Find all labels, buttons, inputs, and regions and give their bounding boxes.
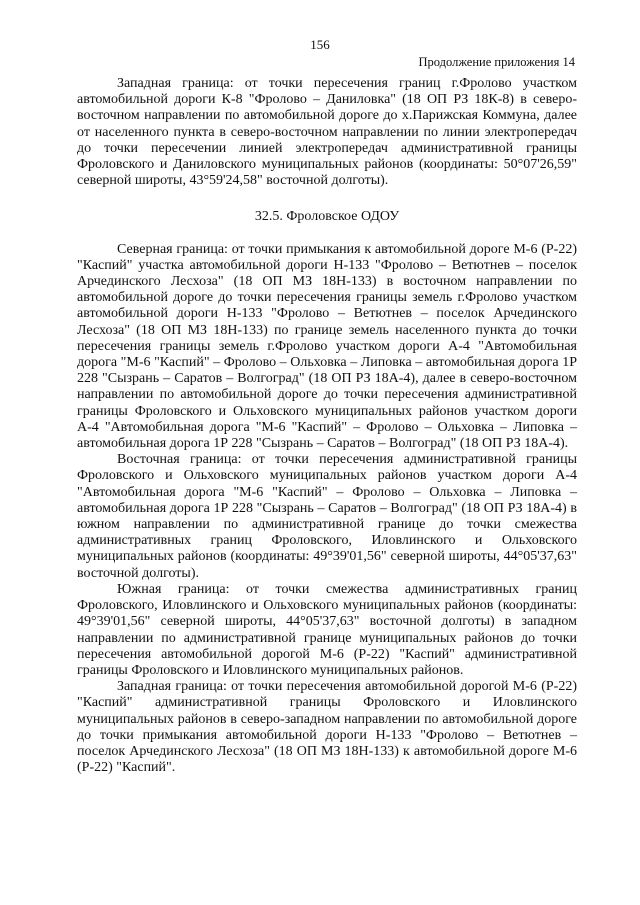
paragraph-north-border: Северная граница: от точки примыкания к автомобильной дороге М-6 (Р-22) "Каспий" участка автомобильной дороги Н-133 "Фролово – Ветютнев – поселок Арчединского Лесхоза" (18 ОП МЗ 18Н-133) в восточном направлении по автомобильной дороге до точки пересечения границы земель г.Фролово участком автомобильной дороги Н-133 "Фролово – Ветютнев – поселок Арчединского Лесхоза" (18 ОП МЗ 18Н-133) по границе земель населенного пункта до точки пересечения границы земель г.Фролово участком дороги А-4 "Автомобильная дорога "М-6 "Каспий" – Фролово – Ольховка – Липовка – автомобильная дорога 1Р 228 "Сызрань – Саратов – Волгоград" (18 ОП РЗ 18А-4), далее в северо-восточном направлении по автомобильной дороге до точки пересечения административной границы Фроловского и Ольховского муниципальных районов участком дороги А-4 "Автомобильная дорога "М-6 "Каспий" – Фролово – Ольховка – Липовка – автомобильная дорога 1Р 228 "Сызрань – Саратов – Волгоград" (18 ОП РЗ 18А-4). (77, 241, 577, 452)
page-number: 156 (310, 37, 330, 52)
section-title: 32.5. Фроловское ОДОУ (254, 209, 400, 225)
paragraph-west-border: Западная граница: от точки пересечения автомобильной дорогой М-6 (Р-22) "Каспий" административной границы Фроловского и Иловлинского муниципальных районов в северо-западном направлении по автомобильной дороге до точки примыкания автомобильной дороги Н-133 "Фролово – Ветютнев – поселок Арчединского Лесхоза" (18 ОП МЗ 18Н-133) к автомобильной дороге М-6 (Р-22) "Каспий". (77, 679, 577, 776)
paragraph-west-border-previous: Западная граница: от точки пересечения границ г.Фролово участком автомобильной дороги К-8 "Фролово – Даниловка" (18 ОП РЗ 18К-8) в северо-восточном направлении по автомобильной дороге до х.Парижская Коммуна, далее от населенного пункта в северо-восточном направлении по линии электропередач до точки пересечении линией электропередач административной границы Фроловского и Даниловского муниципальных районов (координаты: 50°07'26,59" северной широты, 43°59'24,58" восточной долготы). (77, 76, 577, 189)
running-head: Продолжение приложения 14 (418, 55, 575, 69)
body-text (77, 76, 577, 776)
paragraph-south-border: Южная граница: от точки смежества административных границ Фроловского, Иловлинского и Ольховского муниципальных районов (координаты: 49°39'01,56" северной широты, 44°05'37,63" восточной долготы) в западном направлении по административной границе муниципальных районов до точки пересечения автомобильной дорогой М-6 (Р-22) "Каспий" административной границы Фроловского и Иловлинского муниципальных районов. (77, 581, 577, 678)
paragraph-east-border: Восточная граница: от точки пересечения административной границы Фроловского и Ольховского муниципальных районов участком дороги А-4 "Автомобильная дорога "М-6 "Каспий" – Фролово – Ольховка – Липовка – автомобильная дорога 1Р 228 "Сызрань – Саратов – Волгоград" (18 ОП РЗ 18А-4) в южном направлении по административной границе до точки смежества административных границ Фроловского, Иловлинского и Ольховского муниципальных районов (координаты: 49°39'01,56" северной широты, 44°05'37,63" восточной долготы). (77, 452, 577, 581)
